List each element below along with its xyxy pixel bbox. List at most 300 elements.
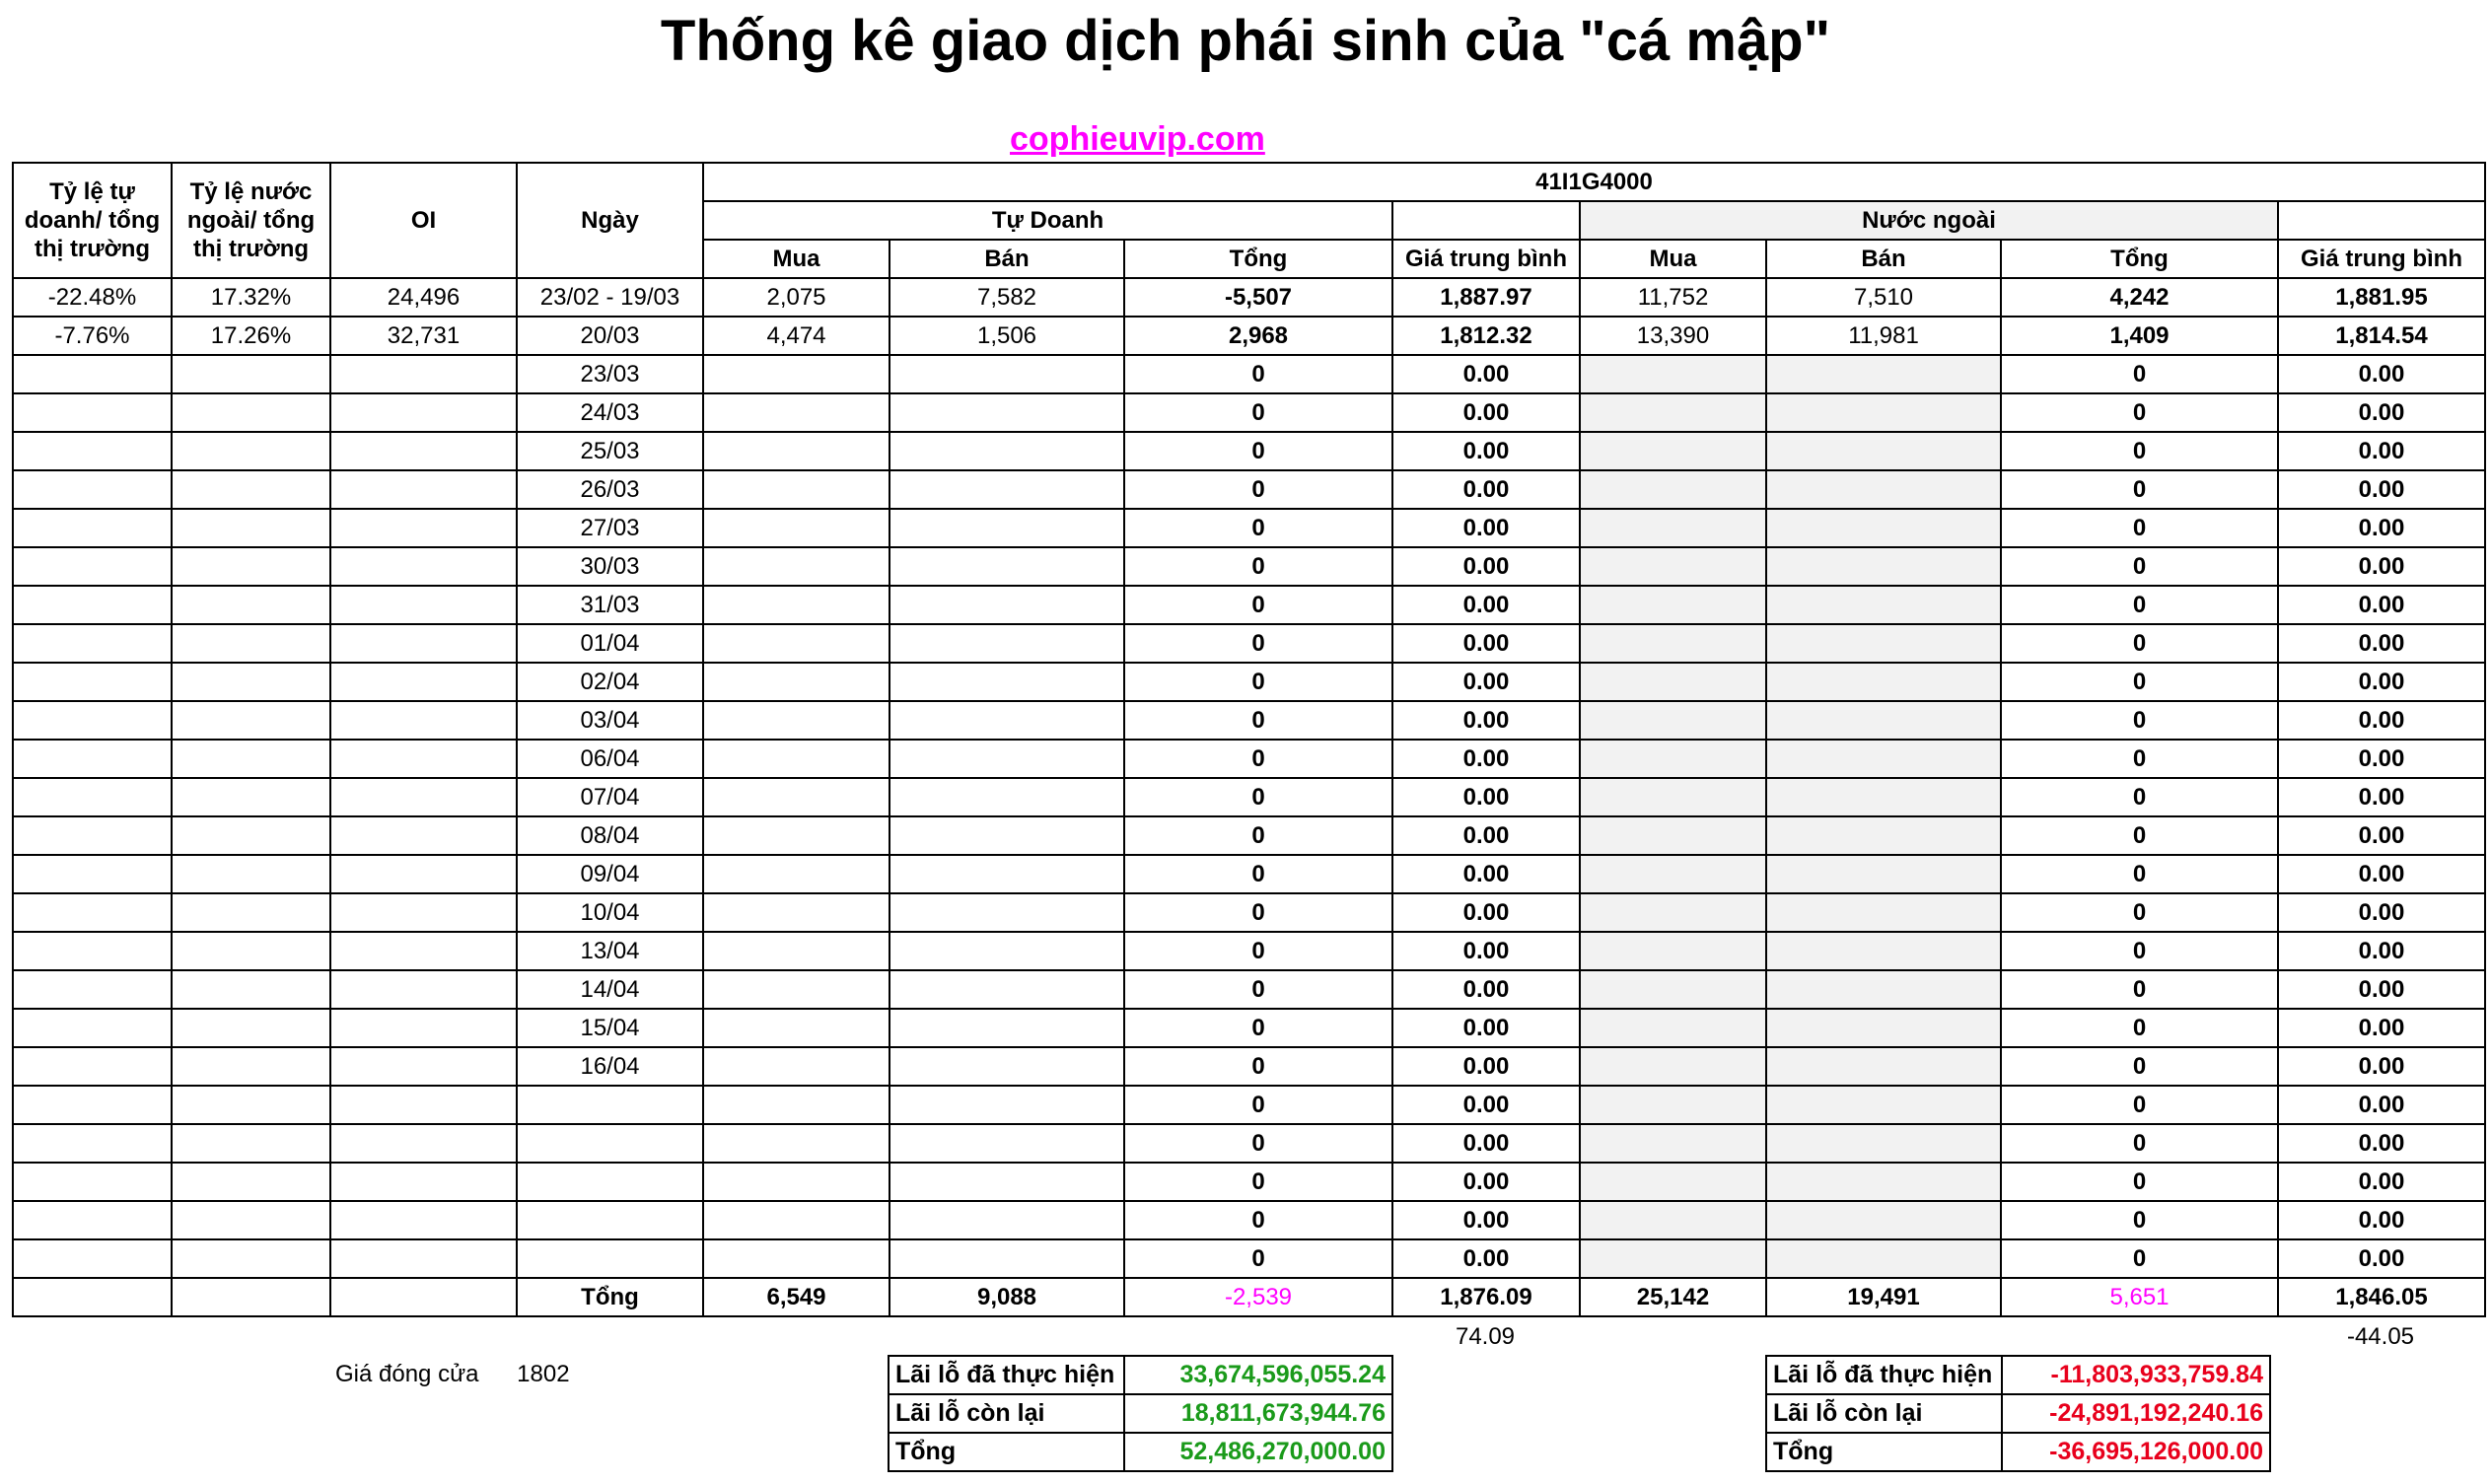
table-row: [13, 432, 2485, 470]
cell-nn-total: 0: [2001, 970, 2278, 1009]
cell-oi: [330, 470, 517, 509]
cell-ratio-td: [13, 816, 172, 855]
cell-td-buy: [703, 893, 890, 932]
cell-td-sell: [890, 855, 1124, 893]
table-row: [13, 701, 2485, 740]
cell-ratio-td: [13, 624, 172, 663]
cell-nn-buy: [1580, 624, 1766, 663]
close-price-value: 1802: [517, 1361, 570, 1387]
cell-ratio-td: [13, 1009, 172, 1047]
cell-nn-buy: [1580, 547, 1766, 586]
cell-date: [517, 1124, 703, 1163]
cell-td-total: 0: [1124, 1009, 1392, 1047]
table-row: [13, 278, 2485, 317]
cell-td-sell: 1,506: [890, 317, 1124, 355]
cell-td-sell: [890, 893, 1124, 932]
cell-td-avg: 0.00: [1392, 1163, 1580, 1201]
pl-td-realized-label: Lãi lỗ đã thực hiện: [889, 1356, 1124, 1394]
cell-nn-sell: [1766, 1009, 2001, 1047]
table-row: [13, 355, 2485, 393]
cell-td-total: 2,968: [1124, 317, 1392, 355]
cell-nn-total: 0: [2001, 1009, 2278, 1047]
cell-date: [517, 1163, 703, 1201]
totals-td-avg: 1,876.09: [1392, 1278, 1580, 1316]
cell-td-buy: [703, 624, 890, 663]
cell-td-total: 0: [1124, 1239, 1392, 1278]
cell-nn-sell: [1766, 393, 2001, 432]
cell-nn-buy: [1580, 509, 1766, 547]
pl-table-td: [888, 1355, 1393, 1472]
totals-nn-buy: 25,142: [1580, 1278, 1766, 1316]
cell-td-avg: 0.00: [1392, 893, 1580, 932]
cell-date: 01/04: [517, 624, 703, 663]
cell-ratio-nn: 17.26%: [172, 317, 330, 355]
cell-date: 31/03: [517, 586, 703, 624]
cell-ratio-td: [13, 1239, 172, 1278]
cell-td-total: 0: [1124, 893, 1392, 932]
cell-nn-total: 0: [2001, 893, 2278, 932]
cell-nn-buy: [1580, 778, 1766, 816]
cell-td-buy: [703, 701, 890, 740]
cell-td-total: 0: [1124, 663, 1392, 701]
cell-oi: [330, 432, 517, 470]
cell-ratio-nn: [172, 624, 330, 663]
cell-nn-sell: [1766, 624, 2001, 663]
pl-nn-remaining-label: Lãi lỗ còn lại: [1766, 1394, 2002, 1433]
cell-td-sell: [890, 740, 1124, 778]
cell-td-total: 0: [1124, 816, 1392, 855]
header-td-sell: Bán: [890, 240, 1124, 278]
cell-nn-avg: 0.00: [2278, 970, 2485, 1009]
cell-nn-avg: 0.00: [2278, 470, 2485, 509]
cell-td-avg: 0.00: [1392, 970, 1580, 1009]
cell-nn-avg: 0.00: [2278, 393, 2485, 432]
cell-nn-avg: 0.00: [2278, 855, 2485, 893]
cell-ratio-td: [13, 932, 172, 970]
table-row: [13, 1239, 2485, 1278]
cell-oi: [330, 970, 517, 1009]
cell-ratio-nn: [172, 893, 330, 932]
cell-date: 20/03: [517, 317, 703, 355]
cell-td-buy: [703, 1201, 890, 1239]
cell-nn-total: 0: [2001, 1201, 2278, 1239]
cell-td-avg: 0.00: [1392, 432, 1580, 470]
cell-td-sell: [890, 932, 1124, 970]
cell-ratio-nn: [172, 393, 330, 432]
cell-td-sell: [890, 1009, 1124, 1047]
cell-nn-buy: [1580, 1124, 1766, 1163]
cell-nn-total: 0: [2001, 1163, 2278, 1201]
cell-ratio-td: -22.48%: [13, 278, 172, 317]
cell-oi: 32,731: [330, 317, 517, 355]
cell-nn-total: 0: [2001, 1124, 2278, 1163]
pl-td-total-label: Tổng: [889, 1433, 1124, 1471]
cell-nn-buy: 11,752: [1580, 278, 1766, 317]
cell-nn-total: 0: [2001, 740, 2278, 778]
cell-date: [517, 1086, 703, 1124]
cell-nn-sell: [1766, 740, 2001, 778]
header-nn-avg: Giá trung bình: [2278, 240, 2485, 278]
pl-nn-realized-label: Lãi lỗ đã thực hiện: [1766, 1356, 2002, 1394]
header-contract: 41I1G4000: [703, 163, 2485, 201]
cell-td-buy: [703, 432, 890, 470]
cell-date: 30/03: [517, 547, 703, 586]
cell-ratio-td: [13, 663, 172, 701]
cell-nn-sell: [1766, 701, 2001, 740]
cell-nn-avg: 0.00: [2278, 893, 2485, 932]
cell-ratio-nn: [172, 1163, 330, 1201]
cell-td-total: 0: [1124, 970, 1392, 1009]
cell-td-total: 0: [1124, 509, 1392, 547]
header-ratio-td: Tỷ lệ tự doanh/ tổng thị trường: [13, 163, 172, 278]
cell-nn-total: 0: [2001, 547, 2278, 586]
cell-nn-sell: [1766, 893, 2001, 932]
cell-td-buy: [703, 932, 890, 970]
cell-ratio-td: [13, 355, 172, 393]
cell-td-sell: 7,582: [890, 278, 1124, 317]
header-nn-total: Tổng: [2001, 240, 2278, 278]
pl-td-remaining-label: Lãi lỗ còn lại: [889, 1394, 1124, 1433]
cell-nn-avg: 0.00: [2278, 816, 2485, 855]
cell-nn-total: 0: [2001, 393, 2278, 432]
table-row: [13, 1086, 2485, 1124]
header-oi: OI: [330, 163, 517, 278]
cell-ratio-nn: [172, 509, 330, 547]
cell-td-total: 0: [1124, 1163, 1392, 1201]
header-blank: [1392, 201, 1580, 240]
cell-td-sell: [890, 432, 1124, 470]
cell-nn-buy: [1580, 740, 1766, 778]
cell-oi: [330, 1201, 517, 1239]
pl-td-remaining-value: 18,811,673,944.76: [1124, 1394, 1392, 1433]
cell-td-total: 0: [1124, 547, 1392, 586]
page-title: Thống kê giao dịch phái sinh của "cá mập": [660, 9, 1831, 73]
totals-cell-empty: [172, 1278, 330, 1316]
table-row: [13, 663, 2485, 701]
cell-ratio-td: [13, 1124, 172, 1163]
table-row: [13, 970, 2485, 1009]
cell-nn-total: 0: [2001, 663, 2278, 701]
table-row: [13, 509, 2485, 547]
cell-td-avg: 0.00: [1392, 740, 1580, 778]
cell-nn-avg: 0.00: [2278, 1239, 2485, 1278]
cell-td-total: 0: [1124, 701, 1392, 740]
cell-nn-buy: [1580, 855, 1766, 893]
header-blank: [2278, 201, 2485, 240]
cell-td-buy: [703, 1239, 890, 1278]
cell-td-buy: [703, 586, 890, 624]
cell-td-avg: 0.00: [1392, 663, 1580, 701]
cell-nn-total: 0: [2001, 778, 2278, 816]
cell-nn-buy: [1580, 970, 1766, 1009]
cell-td-avg: 1,887.97: [1392, 278, 1580, 317]
cell-oi: [330, 740, 517, 778]
cell-date: 25/03: [517, 432, 703, 470]
cell-td-total: 0: [1124, 393, 1392, 432]
cell-nn-sell: [1766, 1201, 2001, 1239]
cell-nn-buy: [1580, 1163, 1766, 1201]
cell-nn-sell: [1766, 355, 2001, 393]
header-nn-buy: Mua: [1580, 240, 1766, 278]
cell-ratio-td: [13, 1086, 172, 1124]
cell-ratio-td: [13, 1201, 172, 1239]
cell-ratio-nn: [172, 855, 330, 893]
cell-ratio-nn: [172, 432, 330, 470]
cell-nn-buy: [1580, 470, 1766, 509]
cell-td-buy: [703, 663, 890, 701]
cell-td-sell: [890, 1163, 1124, 1201]
cell-nn-buy: [1580, 1239, 1766, 1278]
cell-nn-buy: [1580, 663, 1766, 701]
cell-nn-buy: [1580, 1086, 1766, 1124]
cell-td-avg: 0.00: [1392, 547, 1580, 586]
cell-td-sell: [890, 355, 1124, 393]
cell-td-avg: 0.00: [1392, 355, 1580, 393]
cell-nn-avg: 0.00: [2278, 932, 2485, 970]
cell-nn-sell: [1766, 432, 2001, 470]
cell-nn-avg: 0.00: [2278, 509, 2485, 547]
cell-td-buy: [703, 509, 890, 547]
table-row: [13, 816, 2485, 855]
table-footer: [13, 1278, 2485, 1316]
cell-nn-avg: 0.00: [2278, 586, 2485, 624]
cell-nn-sell: [1766, 1124, 2001, 1163]
cell-date: [517, 1239, 703, 1278]
cell-td-buy: [703, 1086, 890, 1124]
cell-nn-avg: 0.00: [2278, 1086, 2485, 1124]
totals-row: [13, 1278, 2485, 1316]
cell-date: 23/02 - 19/03: [517, 278, 703, 317]
cell-oi: 24,496: [330, 278, 517, 317]
cell-td-total: 0: [1124, 624, 1392, 663]
nn-avg-diff: -44.05: [2346, 1323, 2415, 1350]
cell-ratio-td: [13, 740, 172, 778]
pl-td-remaining-row: [889, 1394, 1392, 1433]
cell-date: [517, 1201, 703, 1239]
cell-td-sell: [890, 663, 1124, 701]
cell-oi: [330, 586, 517, 624]
pl-td-realized-value: 33,674,596,055.24: [1124, 1356, 1392, 1394]
cell-oi: [330, 932, 517, 970]
totals-nn-avg: 1,846.05: [2278, 1278, 2485, 1316]
totals-td-sell: 9,088: [890, 1278, 1124, 1316]
cell-ratio-nn: [172, 1239, 330, 1278]
cell-ratio-nn: [172, 1047, 330, 1086]
trading-table: [12, 162, 2486, 1317]
cell-ratio-nn: [172, 816, 330, 855]
cell-td-total: 0: [1124, 432, 1392, 470]
td-avg-diff: 74.09: [1455, 1323, 1516, 1350]
cell-date: 10/04: [517, 893, 703, 932]
cell-nn-buy: [1580, 432, 1766, 470]
cell-td-sell: [890, 1086, 1124, 1124]
cell-nn-total: 4,242: [2001, 278, 2278, 317]
cell-date: 27/03: [517, 509, 703, 547]
close-price: [335, 1361, 570, 1388]
cell-ratio-nn: [172, 970, 330, 1009]
cell-ratio-td: [13, 701, 172, 740]
cell-ratio-nn: [172, 932, 330, 970]
cell-td-avg: 0.00: [1392, 816, 1580, 855]
cell-ratio-td: [13, 1047, 172, 1086]
cell-ratio-nn: [172, 1124, 330, 1163]
cell-ratio-td: [13, 893, 172, 932]
cell-oi: [330, 816, 517, 855]
cell-td-sell: [890, 1239, 1124, 1278]
cell-nn-sell: [1766, 663, 2001, 701]
cell-nn-avg: 0.00: [2278, 701, 2485, 740]
cell-td-buy: [703, 1047, 890, 1086]
cell-nn-sell: 11,981: [1766, 317, 2001, 355]
pl-nn-total-value: -36,695,126,000.00: [2002, 1433, 2270, 1471]
cell-oi: [330, 393, 517, 432]
cell-nn-avg: 0.00: [2278, 1124, 2485, 1163]
cell-td-sell: [890, 586, 1124, 624]
cell-td-buy: [703, 393, 890, 432]
cell-nn-avg: 0.00: [2278, 1163, 2485, 1201]
cell-td-buy: [703, 740, 890, 778]
cell-nn-sell: [1766, 470, 2001, 509]
cell-nn-avg: 0.00: [2278, 1009, 2485, 1047]
cell-td-avg: 0.00: [1392, 1009, 1580, 1047]
table-row: [13, 470, 2485, 509]
table-body: [13, 278, 2485, 1278]
cell-nn-avg: 0.00: [2278, 663, 2485, 701]
cell-oi: [330, 547, 517, 586]
cell-td-sell: [890, 970, 1124, 1009]
cell-td-buy: [703, 855, 890, 893]
cell-td-sell: [890, 393, 1124, 432]
cell-oi: [330, 1239, 517, 1278]
cell-date: 15/04: [517, 1009, 703, 1047]
cell-date: 06/04: [517, 740, 703, 778]
header-td-group: Tự Doanh: [703, 201, 1392, 240]
cell-td-total: 0: [1124, 1201, 1392, 1239]
pl-td-realized-row: [889, 1356, 1392, 1394]
cell-nn-avg: 0.00: [2278, 778, 2485, 816]
cell-ratio-nn: [172, 740, 330, 778]
cell-nn-buy: [1580, 701, 1766, 740]
cell-nn-buy: [1580, 893, 1766, 932]
table-row: [13, 855, 2485, 893]
cell-nn-buy: [1580, 1009, 1766, 1047]
cell-nn-avg: 0.00: [2278, 1201, 2485, 1239]
table-row: [13, 547, 2485, 586]
cell-td-buy: [703, 547, 890, 586]
table-row: [13, 932, 2485, 970]
pl-nn-realized-value: -11,803,933,759.84: [2002, 1356, 2270, 1394]
cell-nn-total: 0: [2001, 1086, 2278, 1124]
cell-td-avg: 1,812.32: [1392, 317, 1580, 355]
cell-td-avg: 0.00: [1392, 470, 1580, 509]
totals-nn-total: 5,651: [2001, 1278, 2278, 1316]
totals-cell-empty: [330, 1278, 517, 1316]
cell-nn-total: 0: [2001, 470, 2278, 509]
cell-date: 08/04: [517, 816, 703, 855]
cell-td-total: 0: [1124, 586, 1392, 624]
cell-nn-total: 0: [2001, 701, 2278, 740]
cell-nn-buy: [1580, 586, 1766, 624]
cell-oi: [330, 1124, 517, 1163]
cell-nn-sell: [1766, 816, 2001, 855]
cell-nn-sell: [1766, 778, 2001, 816]
totals-label: Tổng: [517, 1278, 703, 1316]
cell-td-total: 0: [1124, 740, 1392, 778]
cell-ratio-td: [13, 778, 172, 816]
cell-td-total: 0: [1124, 470, 1392, 509]
cell-nn-sell: [1766, 586, 2001, 624]
cell-td-avg: 0.00: [1392, 393, 1580, 432]
cell-oi: [330, 1047, 517, 1086]
cell-date: 16/04: [517, 1047, 703, 1086]
cell-ratio-td: [13, 855, 172, 893]
cell-nn-sell: [1766, 509, 2001, 547]
cell-oi: [330, 701, 517, 740]
cell-oi: [330, 1086, 517, 1124]
pl-table-nn: [1765, 1355, 2271, 1472]
cell-nn-total: 0: [2001, 816, 2278, 855]
cell-date: 09/04: [517, 855, 703, 893]
cell-nn-avg: 0.00: [2278, 740, 2485, 778]
table-row: [13, 893, 2485, 932]
cell-nn-buy: [1580, 932, 1766, 970]
cell-nn-sell: [1766, 1239, 2001, 1278]
cell-td-total: 0: [1124, 855, 1392, 893]
pl-nn-total-row: [1766, 1433, 2270, 1471]
cell-ratio-td: [13, 509, 172, 547]
cell-td-sell: [890, 624, 1124, 663]
cell-nn-sell: 7,510: [1766, 278, 2001, 317]
cell-ratio-td: [13, 547, 172, 586]
cell-nn-avg: 0.00: [2278, 547, 2485, 586]
pl-td-total-value: 52,486,270,000.00: [1124, 1433, 1392, 1471]
header-date: Ngày: [517, 163, 703, 278]
cell-td-total: 0: [1124, 932, 1392, 970]
cell-td-buy: [703, 1163, 890, 1201]
cell-oi: [330, 893, 517, 932]
cell-nn-total: 0: [2001, 1047, 2278, 1086]
cell-td-avg: 0.00: [1392, 778, 1580, 816]
table-row: [13, 586, 2485, 624]
cell-td-total: 0: [1124, 1086, 1392, 1124]
cell-ratio-nn: [172, 355, 330, 393]
cell-ratio-td: [13, 586, 172, 624]
cell-oi: [330, 778, 517, 816]
cell-date: 03/04: [517, 701, 703, 740]
header-nn-group: Nước ngoài: [1580, 201, 2278, 240]
cell-td-avg: 0.00: [1392, 1047, 1580, 1086]
cell-nn-sell: [1766, 1163, 2001, 1201]
cell-oi: [330, 663, 517, 701]
cell-nn-total: 0: [2001, 355, 2278, 393]
cell-ratio-nn: [172, 701, 330, 740]
site-link[interactable]: cophieuvip.com: [1010, 120, 1265, 158]
cell-td-avg: 0.00: [1392, 1239, 1580, 1278]
cell-td-avg: 0.00: [1392, 509, 1580, 547]
cell-td-sell: [890, 547, 1124, 586]
header-td-total: Tổng: [1124, 240, 1392, 278]
cell-td-buy: 2,075: [703, 278, 890, 317]
cell-ratio-td: [13, 470, 172, 509]
cell-ratio-nn: [172, 470, 330, 509]
pl-nn-total-label: Tổng: [1766, 1433, 2002, 1471]
cell-date: 02/04: [517, 663, 703, 701]
cell-date: 26/03: [517, 470, 703, 509]
cell-td-avg: 0.00: [1392, 932, 1580, 970]
table-row: [13, 393, 2485, 432]
table-header: [13, 163, 2485, 278]
table-row: [13, 1201, 2485, 1239]
